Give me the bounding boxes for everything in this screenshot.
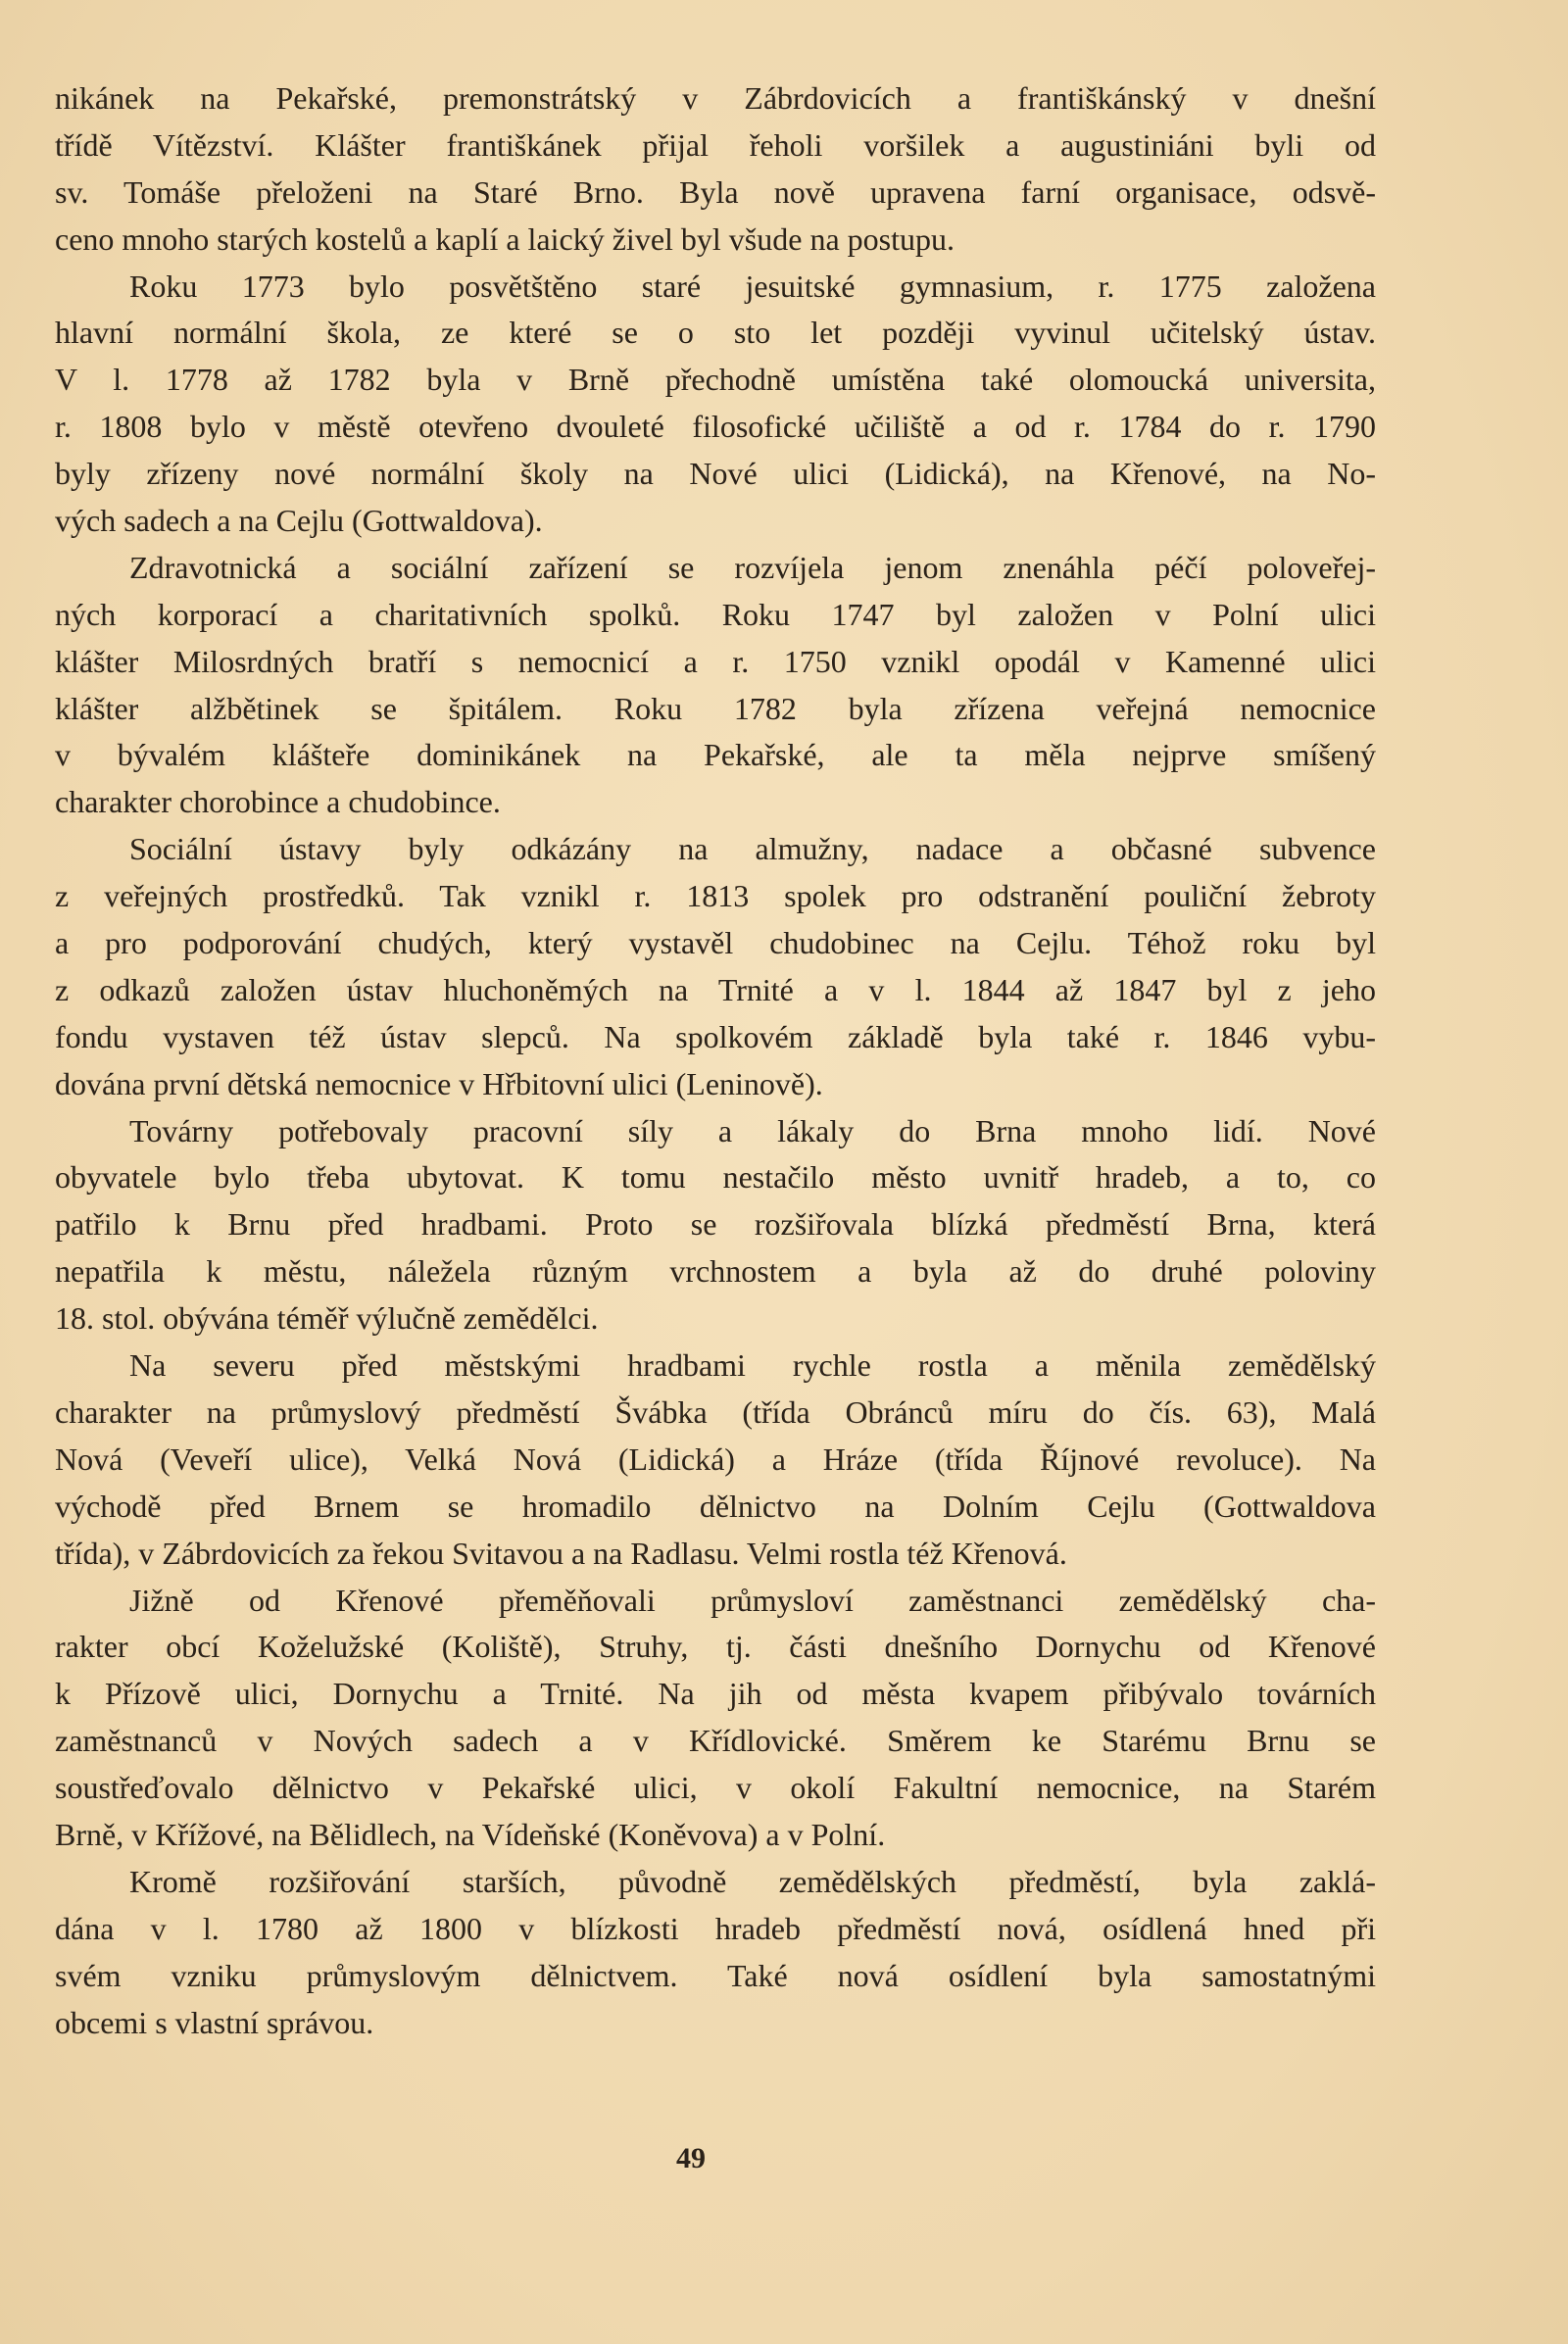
- text-line: Sociální ústavy byly odkázány na almužny, nadace a občasné subvence: [129, 831, 1376, 867]
- text-line: Nová (Veveří ulice), Velká Nová (Lidická) a Hráze (třída Říjnové revoluce). Na: [55, 1441, 1376, 1477]
- text-line: 18. stol. obývána téměř výlučně zemědělci.: [55, 1300, 599, 1337]
- text-line: V l. 1778 až 1782 byla v Brně přechodně umístěna také olomoucká universita,: [55, 362, 1376, 398]
- text-line: z odkazů založen ústav hluchoněmých na Trnité a v l. 1844 až 1847 byl z jeho: [55, 971, 1376, 1007]
- text-line: svém vzniku průmyslovým dělnictvem. Také nová osídlení byla samostatnými: [55, 1957, 1376, 1993]
- text-line: Roku 1773 bylo posvětštěno staré jesuitské gymnasium, r. 1775 založena: [129, 268, 1376, 304]
- text-line: Zdravotnická a sociální zařízení se rozvíjela jenom znenáhla péčí poloveřej-: [129, 549, 1376, 585]
- paragraph: [55, 826, 1376, 1107]
- text-line: charakter chorobince a chudobince.: [55, 784, 501, 820]
- text-line: v bývalém klášteře dominikánek na Pekařské, ale ta měla nejprve smíšený: [55, 737, 1376, 773]
- text-line: fondu vystaven též ústav slepců. Na spolkovém základě byla také r. 1846 vybu-: [55, 1018, 1376, 1054]
- text-line: a pro podporování chudých, který vystavěl chudobinec na Cejlu. Téhož roku byl: [55, 925, 1376, 961]
- text-line: charakter na průmyslový předměstí Švábka (třída Obránců míru do čís. 63), Malá: [55, 1393, 1376, 1430]
- paragraph: [55, 1343, 1376, 1577]
- text-line: ceno mnoho starých kostelů a kaplí a laický živel byl všude na postupu.: [55, 220, 955, 257]
- text-line: Brně, v Křížové, na Bělidlech, na Vídeňské (Koněvova) a v Polní.: [55, 1816, 886, 1852]
- text-line: hlavní normální škola, ze které se o sto let později vyvinul učitelský ústav.: [55, 315, 1376, 351]
- text-line: k Přízově ulici, Dornychu a Trnité. Na jih od města kvapem přibývalo továrních: [55, 1676, 1376, 1712]
- text-line: byly zřízeny nové normální školy na Nové ulici (Lidická), na Křenové, na No-: [55, 456, 1376, 492]
- text-line: ných korporací a charitativních spolků. Roku 1747 byl založen v Polní ulici: [55, 596, 1376, 632]
- text-line: Kromě rozšiřování starších, původně zemědělských předměstí, byla zaklá-: [129, 1863, 1376, 1899]
- paragraph: [55, 1859, 1376, 2047]
- text-line: soustřeďovalo dělnictvo v Pekařské ulici, v okolí Fakultní nemocnice, na Starém: [55, 1770, 1376, 1806]
- paragraph: [55, 264, 1376, 545]
- text-line: sv. Tomáše přeloženi na Staré Brno. Byla nově upravena farní organisace, odsvě-: [55, 173, 1376, 210]
- text-line: Na severu před městskými hradbami rychle rostla a měnila zemědělský: [129, 1347, 1376, 1384]
- text-line: patřilo k Brnu před hradbami. Proto se rozšiřovala blízká předměstí Brna, která: [55, 1206, 1376, 1243]
- text-line: vých sadech a na Cejlu (Gottwaldova).: [55, 503, 543, 539]
- text-line: východě před Brnem se hromadilo dělnictvo na Dolním Cejlu (Gottwaldova: [55, 1488, 1376, 1524]
- text-line: r. 1808 bylo v městě otevřeno dvouleté filosofické učiliště a od r. 1784 do r. 1790: [55, 409, 1376, 445]
- text-line: dána v l. 1780 až 1800 v blízkosti hradeb předměstí nová, osídlená hned při: [55, 1910, 1376, 1946]
- text-line: zaměstnanců v Nových sadech a v Křídlovické. Směrem ke Starému Brnu se: [55, 1723, 1376, 1759]
- text-line: z veřejných prostředků. Tak vznikl r. 1813 spolek pro odstranění pouliční žebroty: [55, 878, 1376, 914]
- text-line: dována první dětská nemocnice v Hřbitovní ulici (Leninově).: [55, 1065, 823, 1101]
- body-text: [55, 75, 1376, 2046]
- text-line: klášter alžbětinek se špitálem. Roku 1782 byla zřízena veřejná nemocnice: [55, 690, 1376, 726]
- text-line: Jižně od Křenové přeměňovali průmysloví zaměstnanci zemědělský cha-: [129, 1582, 1376, 1618]
- paragraph: [55, 1578, 1376, 1859]
- text-line: nepatřila k městu, náležela různým vrchnostem a byla až do druhé poloviny: [55, 1253, 1376, 1290]
- paragraph: [55, 545, 1376, 826]
- text-line: obyvatele bylo třeba ubytovat. K tomu nestačilo město uvnitř hradeb, a to, co: [55, 1159, 1376, 1196]
- text-line: třídě Vítězství. Klášter františkánek přijal řeholi voršilek a augustiniáni byli od: [55, 126, 1376, 163]
- page-number: 49: [676, 2142, 706, 2174]
- text-line: rakter obcí Koželužské (Koliště), Struhy, tj. části dnešního Dornychu od Křenové: [55, 1629, 1376, 1665]
- text-line: Továrny potřebovaly pracovní síly a lákaly do Brna mnoho lidí. Nové: [129, 1112, 1376, 1148]
- text-line: klášter Milosrdných bratří s nemocnicí a r. 1750 vznikl opodál v Kamenné ulici: [55, 643, 1376, 679]
- paragraph: [55, 75, 1376, 264]
- text-line: nikánek na Pekařské, premonstrátský v Zábrdovicích a františkánský v dnešní: [55, 80, 1376, 116]
- text-line: třída), v Zábrdovicích za řekou Svitavou a na Radlasu. Velmi rostla též Křenová.: [55, 1535, 1067, 1571]
- paragraph: [55, 1108, 1376, 1343]
- text-line: obcemi s vlastní správou.: [55, 2004, 374, 2040]
